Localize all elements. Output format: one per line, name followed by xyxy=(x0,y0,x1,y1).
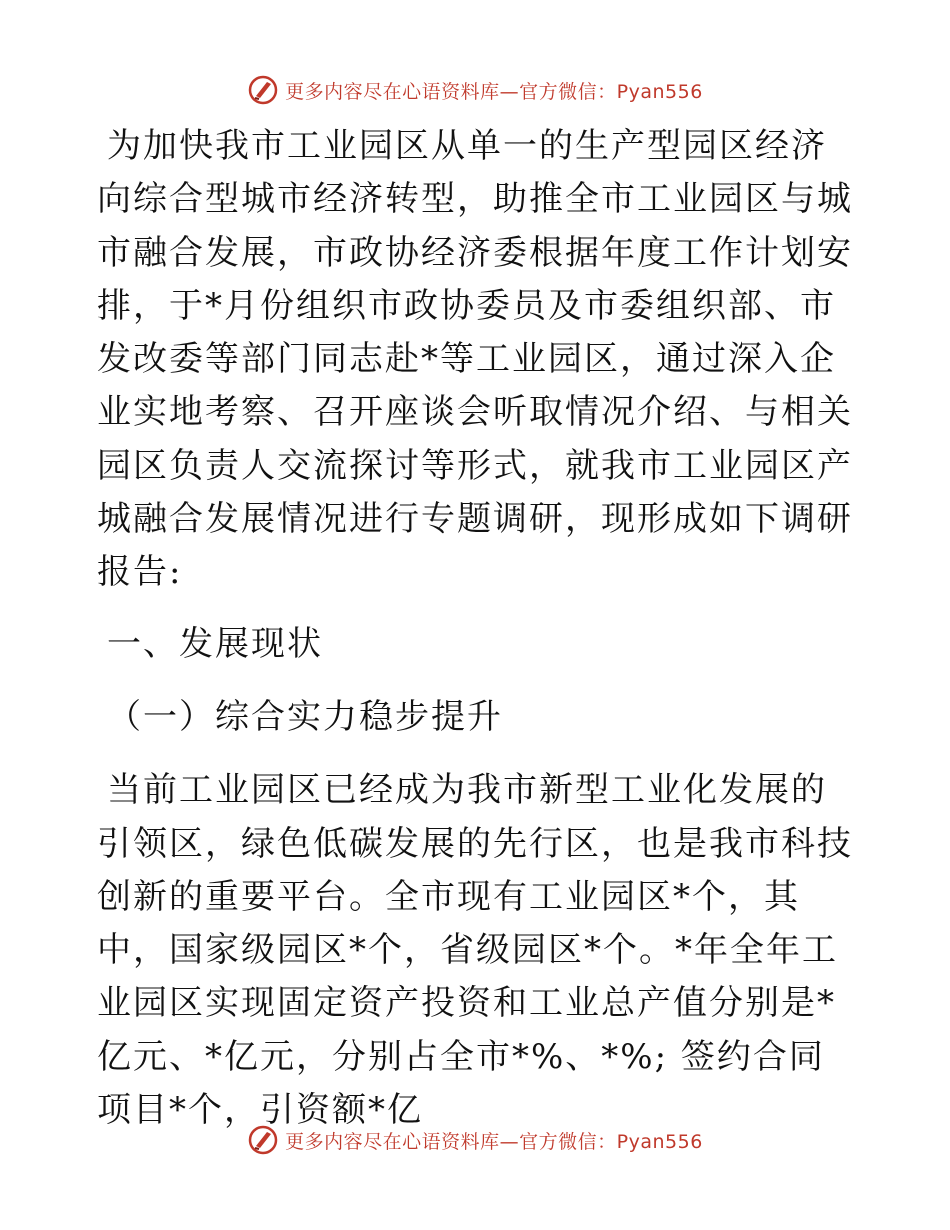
section-heading: 一、发展现状 xyxy=(107,623,323,664)
intro-paragraph: 为加快我市工业园区从单一的生产型园区经济向综合型城市经济转型，助推全市工业园区与城市融合发展，市政协经济委根据年度工作计划安排，于*月份组织市政协委员及市委组织部、市发改委等部门同志赴*等工业园区，通过深入企业实地考察、召开座谈会听取情况介绍、与相关园区负责人交流探讨等形式，就我市工业园区产城融合发展情况进行专题调研，现形成如下调研报告: xyxy=(97,126,853,593)
header-watermark xyxy=(0,70,950,110)
body-paragraph: 当前工业园区已经成为我市新型工业化发展的引领区，绿色低碳发展的先行区，也是我市科技创新的重要平台。全市现有工业园区*个，其中，国家级园区*个，省级园区*个。*年全年工业园区实现固定资产投资和工业总产值分别是*亿元、*亿元，分别占全市*%、*%; 签约合同项目*个，引资额*亿 xyxy=(97,770,853,1131)
subsection-heading: （一）综合实力稳步提升 xyxy=(107,696,503,737)
document-body xyxy=(97,120,857,1137)
watermark-text: 更多内容尽在心语资料库—官方微信：Pyan556 xyxy=(285,80,703,103)
footer-watermark xyxy=(0,1120,950,1160)
watermark-text: 更多内容尽在心语资料库—官方微信：Pyan556 xyxy=(285,1130,703,1153)
logo-icon xyxy=(247,1124,279,1156)
logo-icon xyxy=(247,74,279,106)
